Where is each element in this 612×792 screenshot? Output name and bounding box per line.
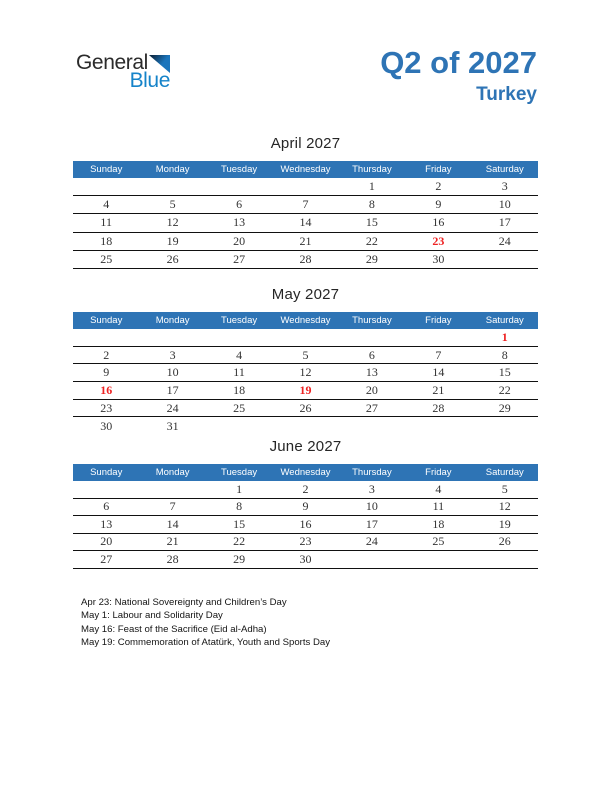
country-subtitle: Turkey [476, 84, 537, 105]
day-cell: 18 [100, 233, 113, 248]
day-cell: 29 [365, 251, 378, 266]
logo-text-general: General [76, 51, 148, 74]
day-cell: 13 [100, 516, 113, 531]
day-cell: 6 [236, 197, 243, 212]
week-row [73, 481, 538, 499]
day-cell: 3 [501, 179, 508, 194]
weekday-label: Sunday [90, 164, 123, 175]
day-cell: 28 [432, 400, 445, 415]
day-cell: 30 [432, 251, 445, 266]
day-cell: 6 [368, 347, 375, 362]
day-cell: 9 [435, 197, 442, 212]
day-cell: 25 [432, 534, 445, 549]
holiday-note: May 1: Labour and Solidarity Day [81, 610, 223, 622]
weekday-label: Friday [425, 467, 452, 478]
week-row [73, 364, 538, 382]
day-cell: 14 [166, 516, 179, 531]
day-cell: 17 [365, 516, 378, 531]
day-cell: 29 [233, 551, 246, 566]
day-cell: 15 [233, 516, 246, 531]
weekday-label: Wednesday [280, 467, 331, 478]
weekday-label: Wednesday [280, 164, 331, 175]
day-cell: 12 [299, 365, 312, 380]
day-cell: 25 [100, 251, 113, 266]
day-cell: 30 [299, 551, 312, 566]
week-row [73, 382, 538, 400]
day-cell: 5 [169, 197, 176, 212]
day-cell: 3 [169, 347, 176, 362]
week-row [73, 214, 538, 232]
day-cell: 23 [100, 400, 113, 415]
day-cell: 20 [100, 534, 113, 549]
day-cell: 14 [299, 215, 312, 230]
holiday-note: Apr 23: National Sovereignty and Children’s Day [81, 597, 287, 608]
day-cell: 10 [365, 499, 378, 514]
weekday-label: Tuesday [221, 164, 258, 175]
day-cell: 18 [432, 516, 445, 531]
day-cell: 27 [100, 551, 113, 566]
day-cell: 5 [501, 481, 508, 496]
day-cell: 26 [299, 400, 312, 415]
week-row [73, 329, 538, 347]
weekday-label: Thursday [352, 467, 392, 478]
week-row [73, 417, 538, 435]
weekday-label: Friday [425, 164, 452, 175]
day-cell: 17 [498, 215, 511, 230]
day-cell: 14 [432, 365, 445, 380]
weekday-label: Sunday [90, 315, 123, 326]
day-cell: 4 [435, 481, 442, 496]
day-cell: 24 [365, 534, 378, 549]
holiday-day-cell: 1 [501, 329, 508, 344]
day-cell: 8 [501, 347, 508, 362]
day-cell: 4 [236, 347, 243, 362]
month-section-may [73, 285, 538, 435]
day-cell: 16 [299, 516, 312, 531]
day-cell: 8 [368, 197, 375, 212]
day-cell: 7 [435, 347, 442, 362]
day-cell: 9 [302, 499, 309, 514]
day-cell: 15 [365, 215, 378, 230]
month-title: June 2027 [269, 438, 342, 455]
day-cell: 12 [498, 499, 511, 514]
day-cell: 2 [302, 481, 309, 496]
month-grid [73, 178, 538, 269]
day-cell: 17 [166, 382, 179, 397]
weekday-header-row [73, 464, 538, 481]
day-cell: 29 [498, 400, 511, 415]
weekday-label: Thursday [352, 164, 392, 175]
weekday-label: Saturday [485, 315, 524, 326]
day-cell: 13 [233, 215, 246, 230]
weekday-label: Sunday [90, 467, 123, 478]
weekday-label: Tuesday [221, 467, 258, 478]
day-cell: 31 [166, 418, 179, 433]
day-cell: 13 [365, 365, 378, 380]
holiday-day-cell: 23 [432, 233, 445, 248]
month-title: April 2027 [270, 135, 341, 152]
holiday-note: May 19: Commemoration of Atatürk, Youth and Sports Day [81, 637, 331, 649]
weekday-header-row [73, 161, 538, 178]
weekday-label: Saturday [485, 467, 524, 478]
week-row [73, 551, 538, 569]
day-cell: 11 [432, 499, 445, 514]
weekday-label: Saturday [485, 164, 524, 175]
day-cell: 24 [498, 233, 511, 248]
holiday-notes [81, 596, 330, 650]
weekday-header-row [73, 312, 538, 329]
day-cell: 4 [103, 197, 110, 212]
month-section-april [73, 134, 538, 269]
day-cell: 8 [236, 499, 243, 514]
week-row [73, 499, 538, 517]
day-cell: 27 [365, 400, 378, 415]
holiday-day-cell: 16 [100, 382, 113, 397]
holiday-day-cell: 19 [299, 382, 312, 397]
day-cell: 22 [233, 534, 246, 549]
week-row [73, 178, 538, 196]
day-cell: 28 [166, 551, 179, 566]
day-cell: 26 [166, 251, 179, 266]
general-blue-logo [76, 52, 170, 91]
day-cell: 10 [498, 197, 511, 212]
day-cell: 6 [103, 499, 110, 514]
day-cell: 21 [299, 233, 312, 248]
day-cell: 24 [166, 400, 179, 415]
day-cell: 22 [498, 382, 511, 397]
weekday-label: Friday [425, 315, 452, 326]
page-title-block [380, 46, 537, 106]
day-cell: 2 [103, 347, 110, 362]
weekday-label: Monday [155, 315, 190, 326]
day-cell: 12 [166, 215, 179, 230]
day-cell: 27 [233, 251, 246, 266]
day-cell: 21 [432, 382, 445, 397]
week-row [73, 233, 538, 251]
week-row [73, 347, 538, 365]
month-grid [73, 481, 538, 569]
day-cell: 25 [233, 400, 246, 415]
week-row [73, 400, 538, 418]
week-row [73, 534, 538, 552]
week-row [73, 196, 538, 214]
day-cell: 30 [100, 418, 113, 433]
weekday-label: Thursday [352, 315, 392, 326]
day-cell: 2 [435, 179, 442, 194]
day-cell: 26 [498, 534, 511, 549]
week-row [73, 251, 538, 269]
day-cell: 20 [233, 233, 246, 248]
quarter-title: Q2 of 2027 [380, 45, 537, 80]
day-cell: 23 [299, 534, 312, 549]
month-section-june [73, 437, 538, 569]
day-cell: 1 [236, 481, 243, 496]
day-cell: 7 [302, 197, 309, 212]
day-cell: 15 [498, 365, 511, 380]
month-grid [73, 329, 538, 435]
day-cell: 1 [368, 179, 375, 194]
day-cell: 3 [368, 481, 375, 496]
day-cell: 22 [365, 233, 378, 248]
day-cell: 9 [103, 365, 110, 380]
week-row [73, 516, 538, 534]
day-cell: 11 [100, 215, 112, 230]
day-cell: 19 [166, 233, 179, 248]
weekday-label: Monday [155, 164, 190, 175]
weekday-label: Monday [155, 467, 190, 478]
logo-text-blue: Blue [129, 69, 170, 92]
day-cell: 28 [299, 251, 312, 266]
day-cell: 20 [365, 382, 378, 397]
day-cell: 18 [233, 382, 246, 397]
day-cell: 21 [166, 534, 179, 549]
holiday-note: May 16: Feast of the Sacrifice (Eid al-Adha) [81, 623, 267, 635]
weekday-label: Wednesday [280, 315, 331, 326]
day-cell: 11 [233, 365, 245, 380]
month-title: May 2027 [271, 286, 340, 303]
day-cell: 5 [302, 347, 309, 362]
day-cell: 10 [166, 365, 179, 380]
weekday-label: Tuesday [221, 315, 258, 326]
day-cell: 7 [169, 499, 176, 514]
day-cell: 19 [498, 516, 511, 531]
day-cell: 16 [432, 215, 445, 230]
